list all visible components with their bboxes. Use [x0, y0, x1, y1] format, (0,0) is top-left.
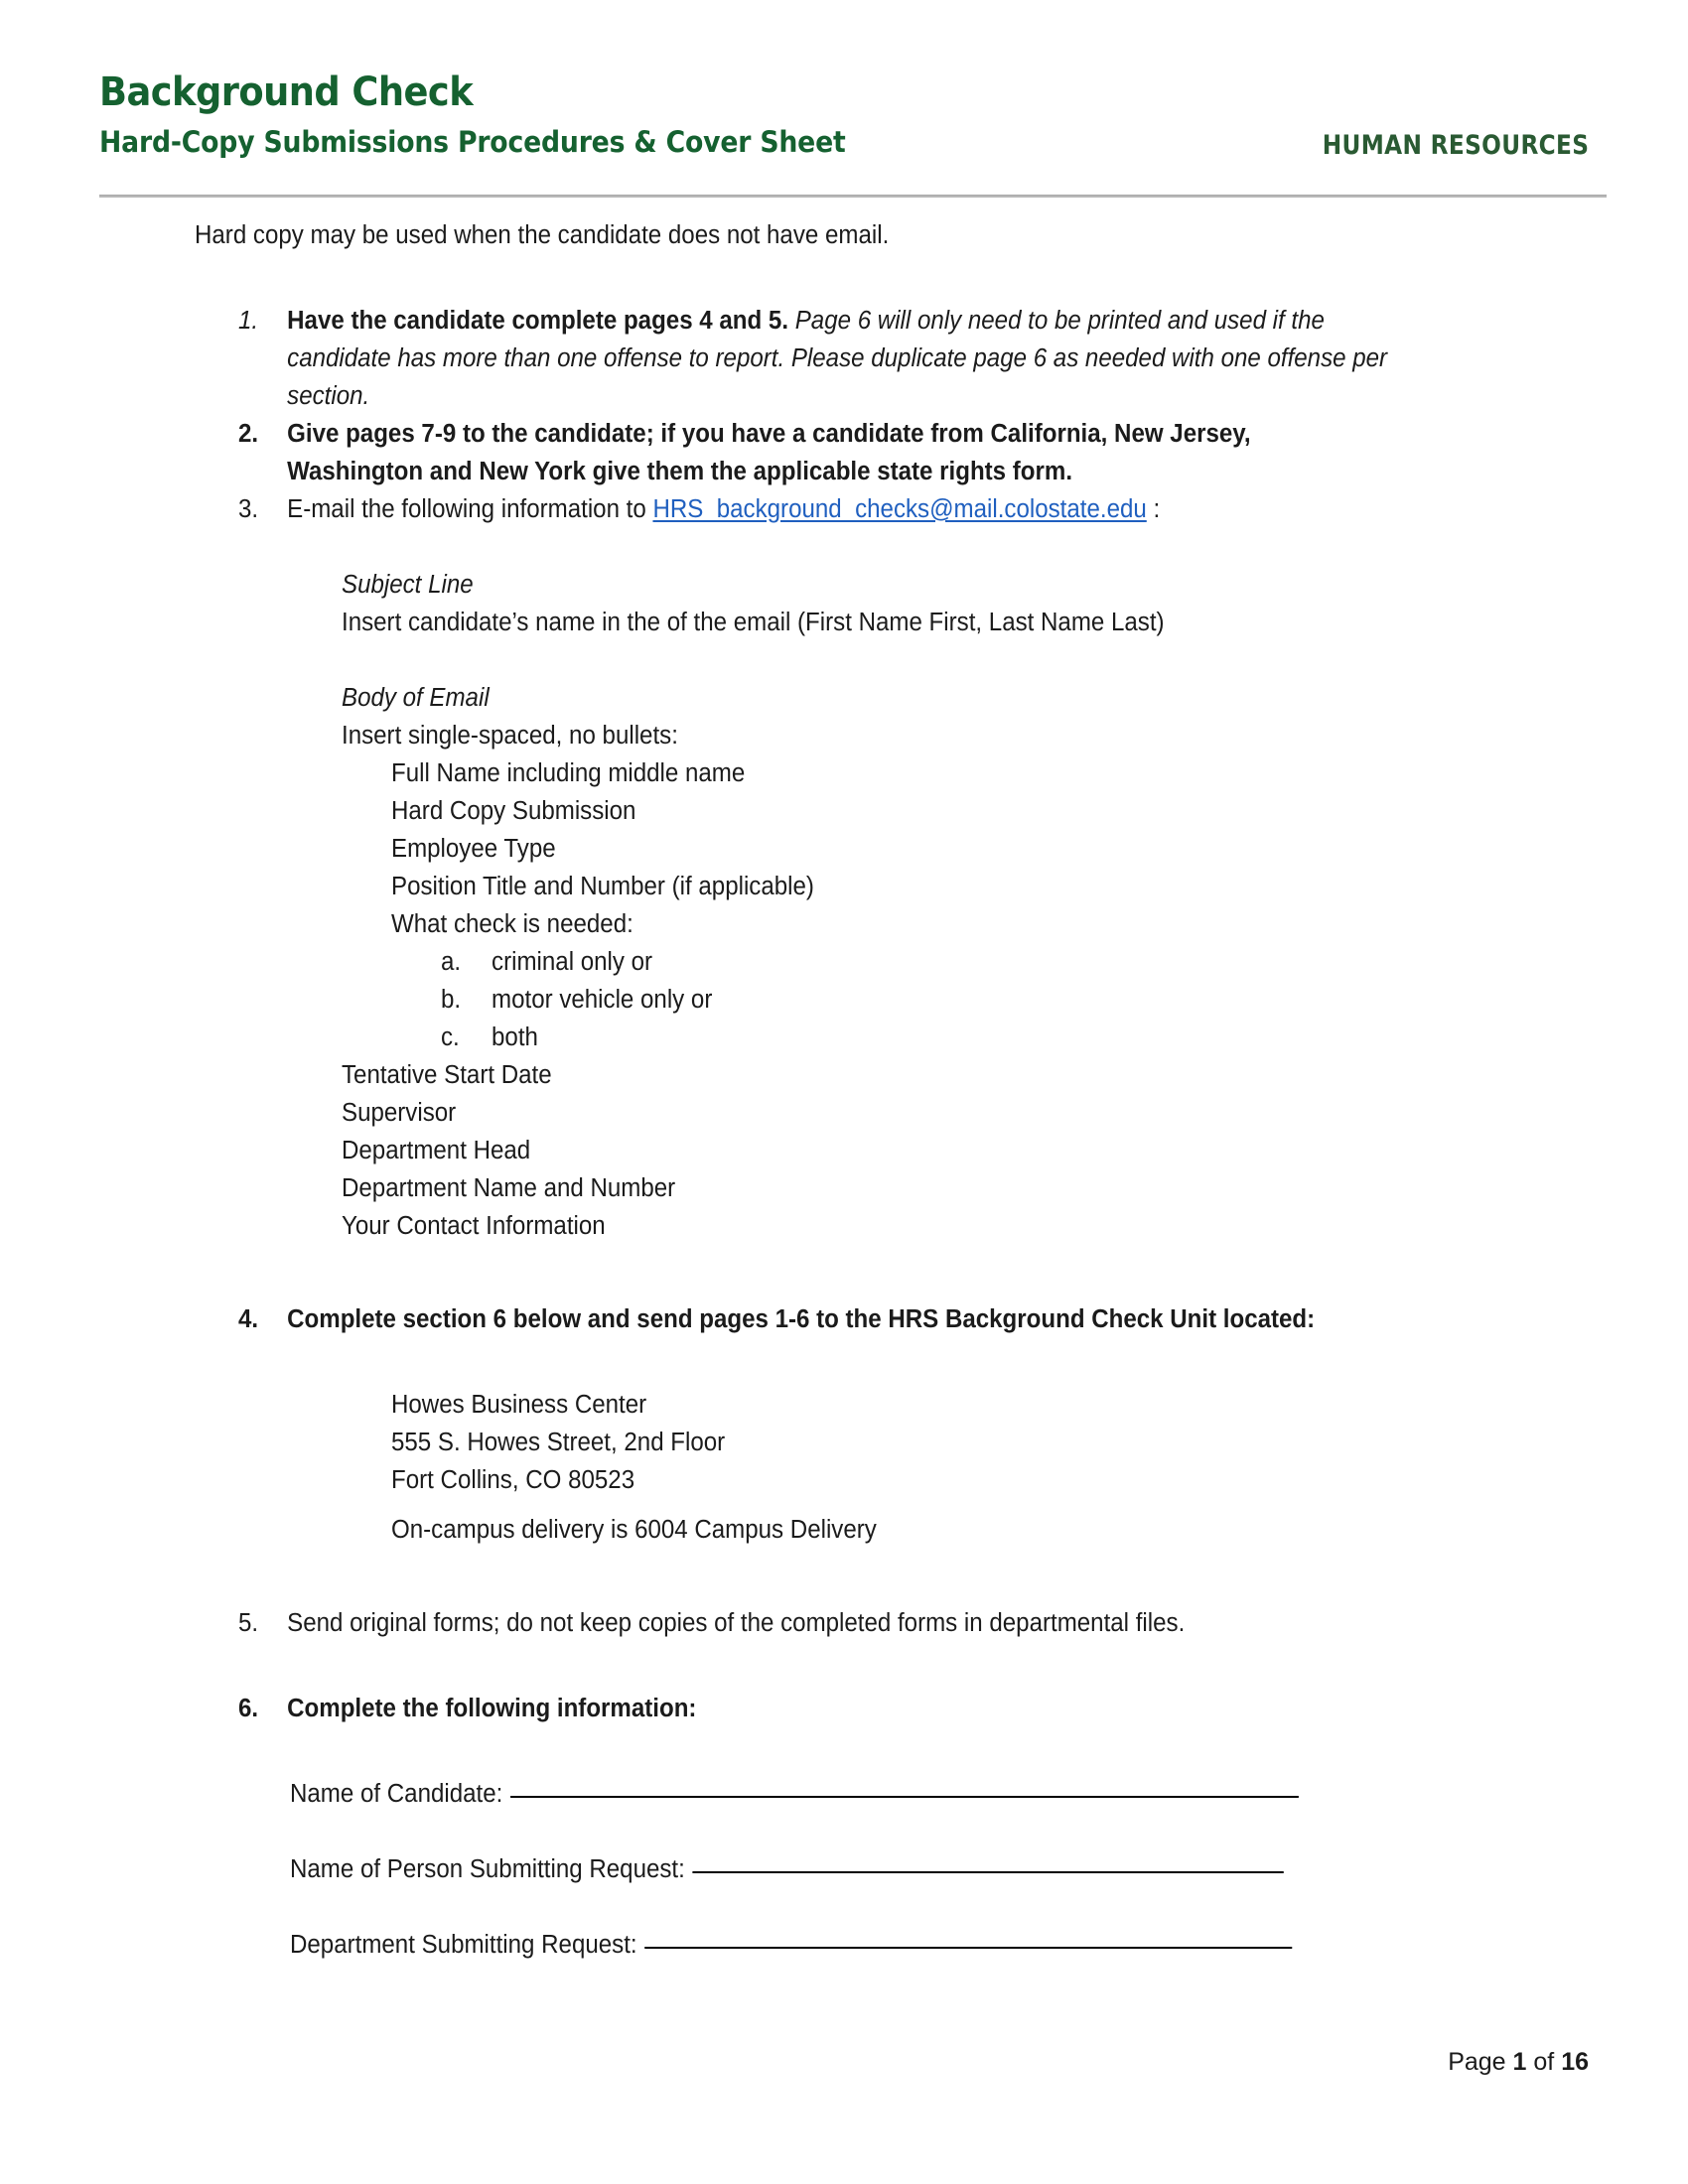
list-item-1-text [287, 307, 1387, 410]
check-option-c-text: both [492, 1024, 538, 1051]
department-label: Department Submitting Request: [290, 1931, 637, 1959]
submitter-name-input-rule[interactable] [692, 1870, 1283, 1873]
document-body [0, 216, 1688, 1964]
list-marker-2: 2. [238, 420, 259, 448]
check-option-a [441, 943, 1379, 981]
list-item-1-bold: Have the candidate complete pages 4 and 5. [287, 307, 789, 335]
page-footer [1448, 2047, 1589, 2077]
body-of-email-intro: Insert single-spaced, no bullets: [342, 722, 678, 750]
list-marker-1: 1. [238, 307, 259, 335]
candidate-name-field[interactable] [290, 1775, 1510, 1813]
page-subtitle: Hard-Copy Submissions Procedures & Cover Sheet [99, 125, 846, 159]
list-item-3-suffix: : [1146, 495, 1161, 523]
check-option-c-marker: c. [441, 1024, 460, 1051]
list-item-4 [238, 1300, 1392, 1338]
list-item-1 [238, 302, 1392, 415]
email-body-item: Your Contact Information [342, 1212, 606, 1240]
email-body-item: Department Name and Number [342, 1174, 676, 1202]
email-body-item: Full Name including middle name [391, 759, 746, 787]
candidate-name-label: Name of Candidate: [290, 1780, 503, 1808]
footer-middle: of [1526, 2048, 1562, 2076]
list-item-6-text: Complete the following information: [287, 1695, 697, 1722]
email-body-item: Tentative Start Date [342, 1061, 552, 1089]
list-item-4-text: Complete section 6 below and send pages 1-6 to the HRS Background Check Unit located: [287, 1305, 1316, 1333]
submitter-name-field[interactable] [290, 1850, 1510, 1888]
footer-prefix: Page [1448, 2048, 1513, 2076]
subject-line-body: Insert candidate’s name in the of the email (First Name First, Last Name Last) [342, 609, 1165, 636]
check-option-b [441, 981, 1379, 1019]
footer-current-page: 1 [1512, 2048, 1527, 2076]
check-option-b-marker: b. [441, 986, 462, 1014]
department-input-rule[interactable] [644, 1946, 1292, 1949]
check-option-b-text: motor vehicle only or [492, 986, 713, 1014]
campus-delivery-line: On-campus delivery is 6004 Campus Delivery [391, 1516, 877, 1544]
list-item-3 [238, 490, 1392, 528]
list-marker-3: 3. [238, 495, 259, 523]
procedures-list [0, 302, 1688, 528]
document-header [99, 69, 1589, 161]
check-option-a-text: criminal only or [492, 948, 653, 976]
list-item-2-text: Give pages 7-9 to the candidate; if you have a candidate from California, New Jersey, Washington and New York give them the applicable state rights form. [287, 420, 1251, 485]
page-title: Background Check [99, 69, 474, 115]
list-item-3-prefix: E-mail the following information to [287, 495, 653, 523]
human-resources-logo: HUMAN RESOURCES [1322, 130, 1589, 161]
check-option-c [441, 1019, 1379, 1056]
email-body-item: Department Head [342, 1137, 531, 1164]
email-body-item: Hard Copy Submission [391, 797, 636, 825]
address-block [391, 1386, 1424, 1549]
list-marker-6: 6. [238, 1695, 259, 1722]
background-checks-email-link[interactable]: HRS_background_checks@mail.colostate.edu [652, 495, 1147, 523]
candidate-name-input-rule[interactable] [510, 1795, 1299, 1798]
footer-total-pages: 16 [1561, 2048, 1589, 2076]
address-line-3: Fort Collins, CO 80523 [391, 1466, 635, 1494]
email-body-item: What check is needed: [391, 910, 633, 938]
list-item-1-italic: Page 6 will only need to be printed and used if the candidate has more than one offense to report. Please duplicate page 6 as needed with one offense per section. [287, 307, 1388, 410]
email-body-item: Employee Type [391, 835, 556, 863]
list-marker-5: 5. [238, 1609, 259, 1637]
check-option-a-marker: a. [441, 948, 462, 976]
submitter-name-label: Name of Person Submitting Request: [290, 1855, 685, 1883]
list-item-5 [238, 1604, 1392, 1642]
list-item-3-text [287, 495, 1160, 523]
list-item-6 [238, 1690, 1392, 1727]
address-line-1: Howes Business Center [391, 1391, 647, 1419]
header-divider [99, 195, 1607, 198]
email-body-item: Supervisor [342, 1099, 457, 1127]
address-line-2: 555 S. Howes Street, 2nd Floor [391, 1429, 726, 1456]
email-body-item: Position Title and Number (if applicable) [391, 873, 814, 900]
list-item-5-text: Send original forms; do not keep copies of the completed forms in departmental files. [287, 1609, 1186, 1637]
list-marker-4: 4. [238, 1305, 259, 1333]
intro-paragraph: Hard copy may be used when the candidate does not have email. [195, 221, 890, 249]
subject-line-heading: Subject Line [342, 571, 474, 599]
list-item-2 [238, 415, 1392, 490]
department-field[interactable] [290, 1926, 1510, 1964]
body-of-email-heading: Body of Email [342, 684, 490, 712]
